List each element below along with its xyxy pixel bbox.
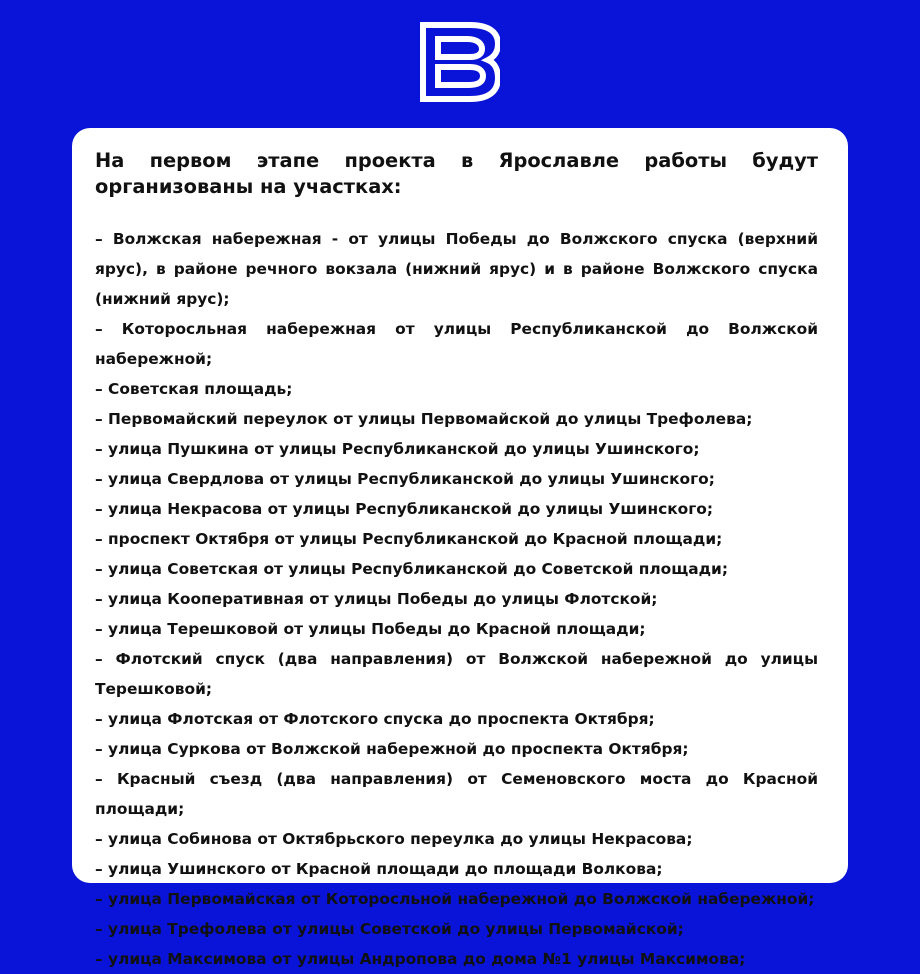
list-item: – улица Кооперативная от улицы Победы до улицы Флотской; xyxy=(95,590,658,608)
list-item: – Флотский спуск (два направления) от Волжской набережной до улицы Терешковой; xyxy=(95,650,818,698)
list-item: – улица Ушинского от Красной площади до площади Волкова; xyxy=(95,860,663,878)
letter-b-logo-icon xyxy=(420,22,500,102)
list-item: – Красный съезд (два направления) от Семеновского моста до Красной площади; xyxy=(95,770,818,818)
card-heading: На первом этапе проекта в Ярославле работы будут организованы на участках: xyxy=(95,149,818,198)
list-item: – улица Суркова от Волжской набережной до проспекта Октября; xyxy=(95,740,689,758)
list-item: – улица Терешковой от улицы Победы до Красной площади; xyxy=(95,620,646,638)
list-item: – улица Некрасова от улицы Республиканской до улицы Ушинского; xyxy=(95,500,713,518)
list-item: – улица Пушкина от улицы Республиканской до улицы Ушинского; xyxy=(95,440,700,458)
list-item: – Волжская набережная - от улицы Победы до Волжского спуска (верхний ярус), в районе речного вокзала (нижний ярус) и в районе Волжского спуска (нижний ярус); xyxy=(95,230,818,308)
list-item: – Советская площадь; xyxy=(95,380,293,398)
list-item: – улица Собинова от Октябрьского переулка до улицы Некрасова; xyxy=(95,830,693,848)
list-item: – улица Первомайская от Которосльной набережной до Волжской набережной; xyxy=(95,890,815,908)
list-item: – улица Советская от улицы Республиканской до Советской площади; xyxy=(95,560,728,578)
list-item: – улица Максимова от улицы Андропова до дома №1 улицы Максимова; xyxy=(95,950,746,968)
list-item: – улица Флотская от Флотского спуска до проспекта Октября; xyxy=(95,710,655,728)
info-card xyxy=(72,128,848,968)
list-item: – проспект Октября от улицы Республиканской до Красной площади; xyxy=(95,530,723,548)
list-item: – Первомайский переулок от улицы Первомайской до улицы Трефолева; xyxy=(95,410,753,428)
list-item: – улица Свердлова от улицы Республиканской до улицы Ушинского; xyxy=(95,470,715,488)
list-item: – Которосльная набережная от улицы Республиканской до Волжской набережной; xyxy=(95,320,818,368)
list-item: – улица Трефолева от улицы Советской до улицы Первомайской; xyxy=(95,920,684,938)
street-list xyxy=(95,224,818,974)
